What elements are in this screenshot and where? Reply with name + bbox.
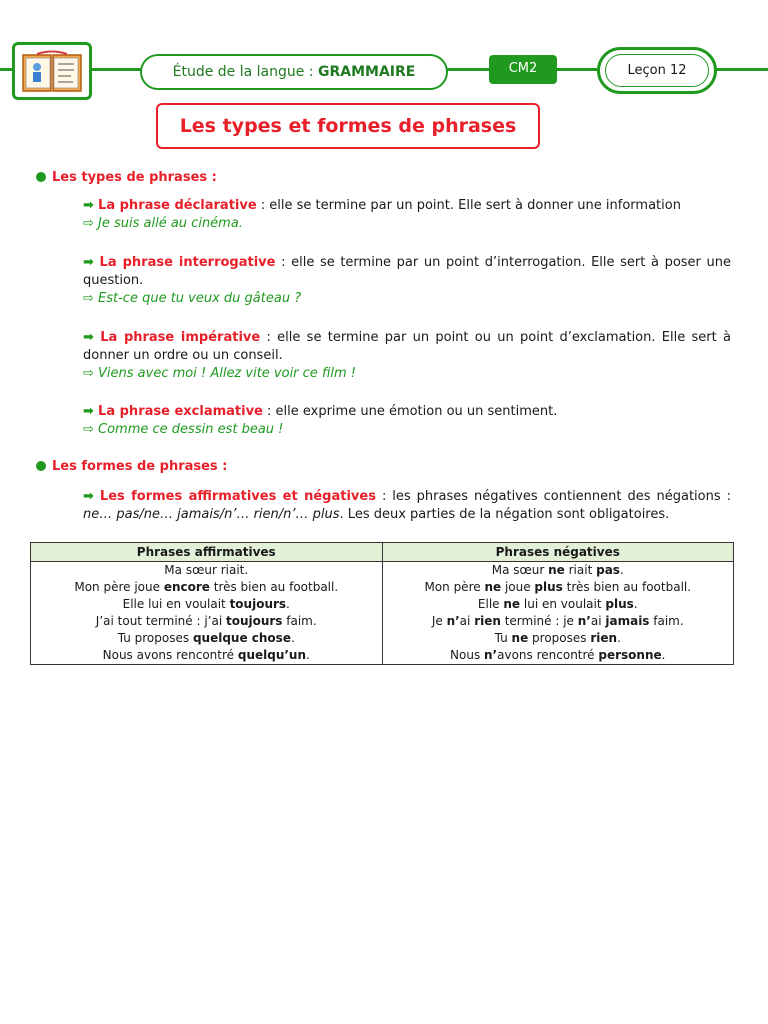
section-types-heading: Les types de phrases : — [36, 170, 217, 185]
table-row — [31, 647, 734, 665]
emphasis: n’ — [577, 614, 591, 628]
emphasis: ne — [484, 580, 502, 594]
text: joue — [501, 580, 535, 594]
table-body — [31, 562, 734, 665]
negative-cell — [382, 630, 734, 647]
emphasis: toujours — [229, 597, 287, 611]
item-text: : elle exprime une émotion ou un sentiment. — [262, 404, 558, 419]
affirmative-cell — [31, 613, 383, 630]
negative-cell — [382, 613, 734, 630]
text: faim. — [649, 614, 684, 628]
text: riait — [564, 563, 597, 577]
negative-cell — [382, 647, 734, 665]
item-interrogative — [83, 254, 731, 290]
table-row — [31, 579, 734, 596]
text: . — [619, 563, 624, 577]
term: La phrase interrogative — [99, 255, 276, 270]
table-header: Phrases affirmatives — [31, 543, 383, 562]
affirmative-cell — [31, 562, 383, 580]
emphasis: n’ — [446, 614, 460, 628]
affirmative-cell — [31, 579, 383, 596]
example-interrogative: ⇨ Est-ce que tu veux du gâteau ? — [83, 291, 302, 306]
bullet-dot-icon — [36, 172, 46, 182]
item-imperative — [83, 329, 731, 365]
lesson-label: Leçon 12 — [605, 54, 709, 87]
text: Ma sœur — [491, 563, 549, 577]
emphasis: encore — [163, 580, 210, 594]
arrow-right-icon: ➡ — [83, 330, 94, 345]
emphasis: ne — [511, 631, 529, 645]
negative-cell — [382, 562, 734, 580]
emphasis: rien — [474, 614, 501, 628]
term: La phrase impérative — [100, 330, 261, 345]
emphasis: quelqu’un — [237, 648, 307, 662]
text: Ma sœur riait. — [164, 563, 249, 577]
item-text: : les phrases négatives contiennent des négations : — [375, 489, 731, 504]
level-badge: CM2 — [489, 55, 557, 84]
text: . — [617, 631, 621, 645]
subject-prefix: Étude de la langue : — [172, 64, 318, 80]
text: avons rencontré — [497, 648, 599, 662]
text: Elle — [477, 597, 504, 611]
text: terminé : je — [500, 614, 578, 628]
hollow-arrow-icon: ⇨ — [83, 366, 99, 381]
negative-cell — [382, 579, 734, 596]
table-row — [31, 613, 734, 630]
example-declarative: ⇨ Je suis allé au cinéma. — [83, 216, 243, 231]
emphasis: quelque chose — [192, 631, 291, 645]
emphasis: plus — [534, 580, 563, 594]
section-forms-heading: Les formes de phrases : — [36, 459, 227, 474]
text: faim. — [282, 614, 317, 628]
emphasis: pas — [596, 563, 620, 577]
text: Tu — [494, 631, 512, 645]
text: Nous — [450, 648, 485, 662]
text: . — [633, 597, 638, 611]
emphasis: rien — [590, 631, 618, 645]
arrow-right-icon: ➡ — [83, 255, 94, 270]
text: proposes — [528, 631, 591, 645]
subject-banner — [140, 54, 448, 90]
text: Nous avons rencontré — [102, 648, 238, 662]
text: très bien au football. — [562, 580, 692, 594]
text: ai — [459, 614, 475, 628]
comparison-table — [30, 542, 734, 665]
affirmative-cell — [31, 647, 383, 665]
text: lui en voulait — [520, 597, 606, 611]
subject-name: GRAMMAIRE — [318, 64, 416, 80]
emphasis: ne — [548, 563, 565, 577]
text: . — [306, 648, 310, 662]
emphasis: n’ — [484, 648, 498, 662]
term: La phrase déclarative — [98, 198, 257, 213]
negative-cell — [382, 596, 734, 613]
affirmative-cell — [31, 630, 383, 647]
text: Tu proposes — [117, 631, 193, 645]
text: ai — [590, 614, 606, 628]
item-text: : elle se termine par un point ou un point d’exclamation. Elle sert à donner un ordre ou un conseil. — [83, 330, 731, 363]
text: Je — [431, 614, 447, 628]
item-exclamative — [83, 403, 731, 421]
arrow-right-icon: ➡ — [83, 489, 94, 504]
page-title: Les types et formes de phrases — [156, 103, 540, 149]
emphasis: personne — [598, 648, 662, 662]
example-exclamative: ⇨ Comme ce dessin est beau ! — [83, 422, 284, 437]
emphasis: ne — [503, 597, 521, 611]
bullet-dot-icon — [36, 461, 46, 471]
emphasis: toujours — [225, 614, 283, 628]
arrow-right-icon: ➡ — [83, 198, 94, 213]
table-row — [31, 562, 734, 580]
table-row — [31, 596, 734, 613]
text: . — [290, 631, 295, 645]
hollow-arrow-icon: ⇨ — [83, 422, 99, 437]
item-text-end: . Les deux parties de la négation sont obligatoires. — [339, 507, 670, 522]
text: Elle lui en voulait — [122, 597, 230, 611]
text: J’ai tout terminé : j’ai — [95, 614, 226, 628]
table-header: Phrases négatives — [382, 543, 734, 562]
term: La phrase exclamative — [98, 404, 263, 419]
hollow-arrow-icon: ⇨ — [83, 291, 99, 306]
item-declarative — [83, 197, 731, 215]
text: . — [286, 597, 290, 611]
affirmative-cell — [31, 596, 383, 613]
text: Mon père joue — [74, 580, 164, 594]
table-row — [31, 630, 734, 647]
item-text: : elle se termine par un point d’interrogation. Elle sert à poser une question. — [83, 255, 731, 288]
arrow-right-icon: ➡ — [83, 404, 94, 419]
term: Les formes affirmatives et négatives — [99, 489, 376, 504]
text: Mon père — [424, 580, 485, 594]
example-imperative: ⇨ Viens avec moi ! Allez vite voir ce film ! — [83, 366, 356, 381]
item-forms — [83, 488, 731, 524]
emphasis: plus — [605, 597, 634, 611]
item-text: : elle se termine par un point. Elle sert à donner une information — [256, 198, 681, 213]
text: très bien au football. — [209, 580, 339, 594]
emphasis: jamais — [605, 614, 650, 628]
negations-list: ne… pas/ne… jamais/n’… rien/n’… plus — [83, 507, 340, 522]
lesson-badge — [597, 47, 717, 94]
hollow-arrow-icon: ⇨ — [83, 216, 99, 231]
text: . — [661, 648, 666, 662]
book-icon — [12, 42, 92, 100]
